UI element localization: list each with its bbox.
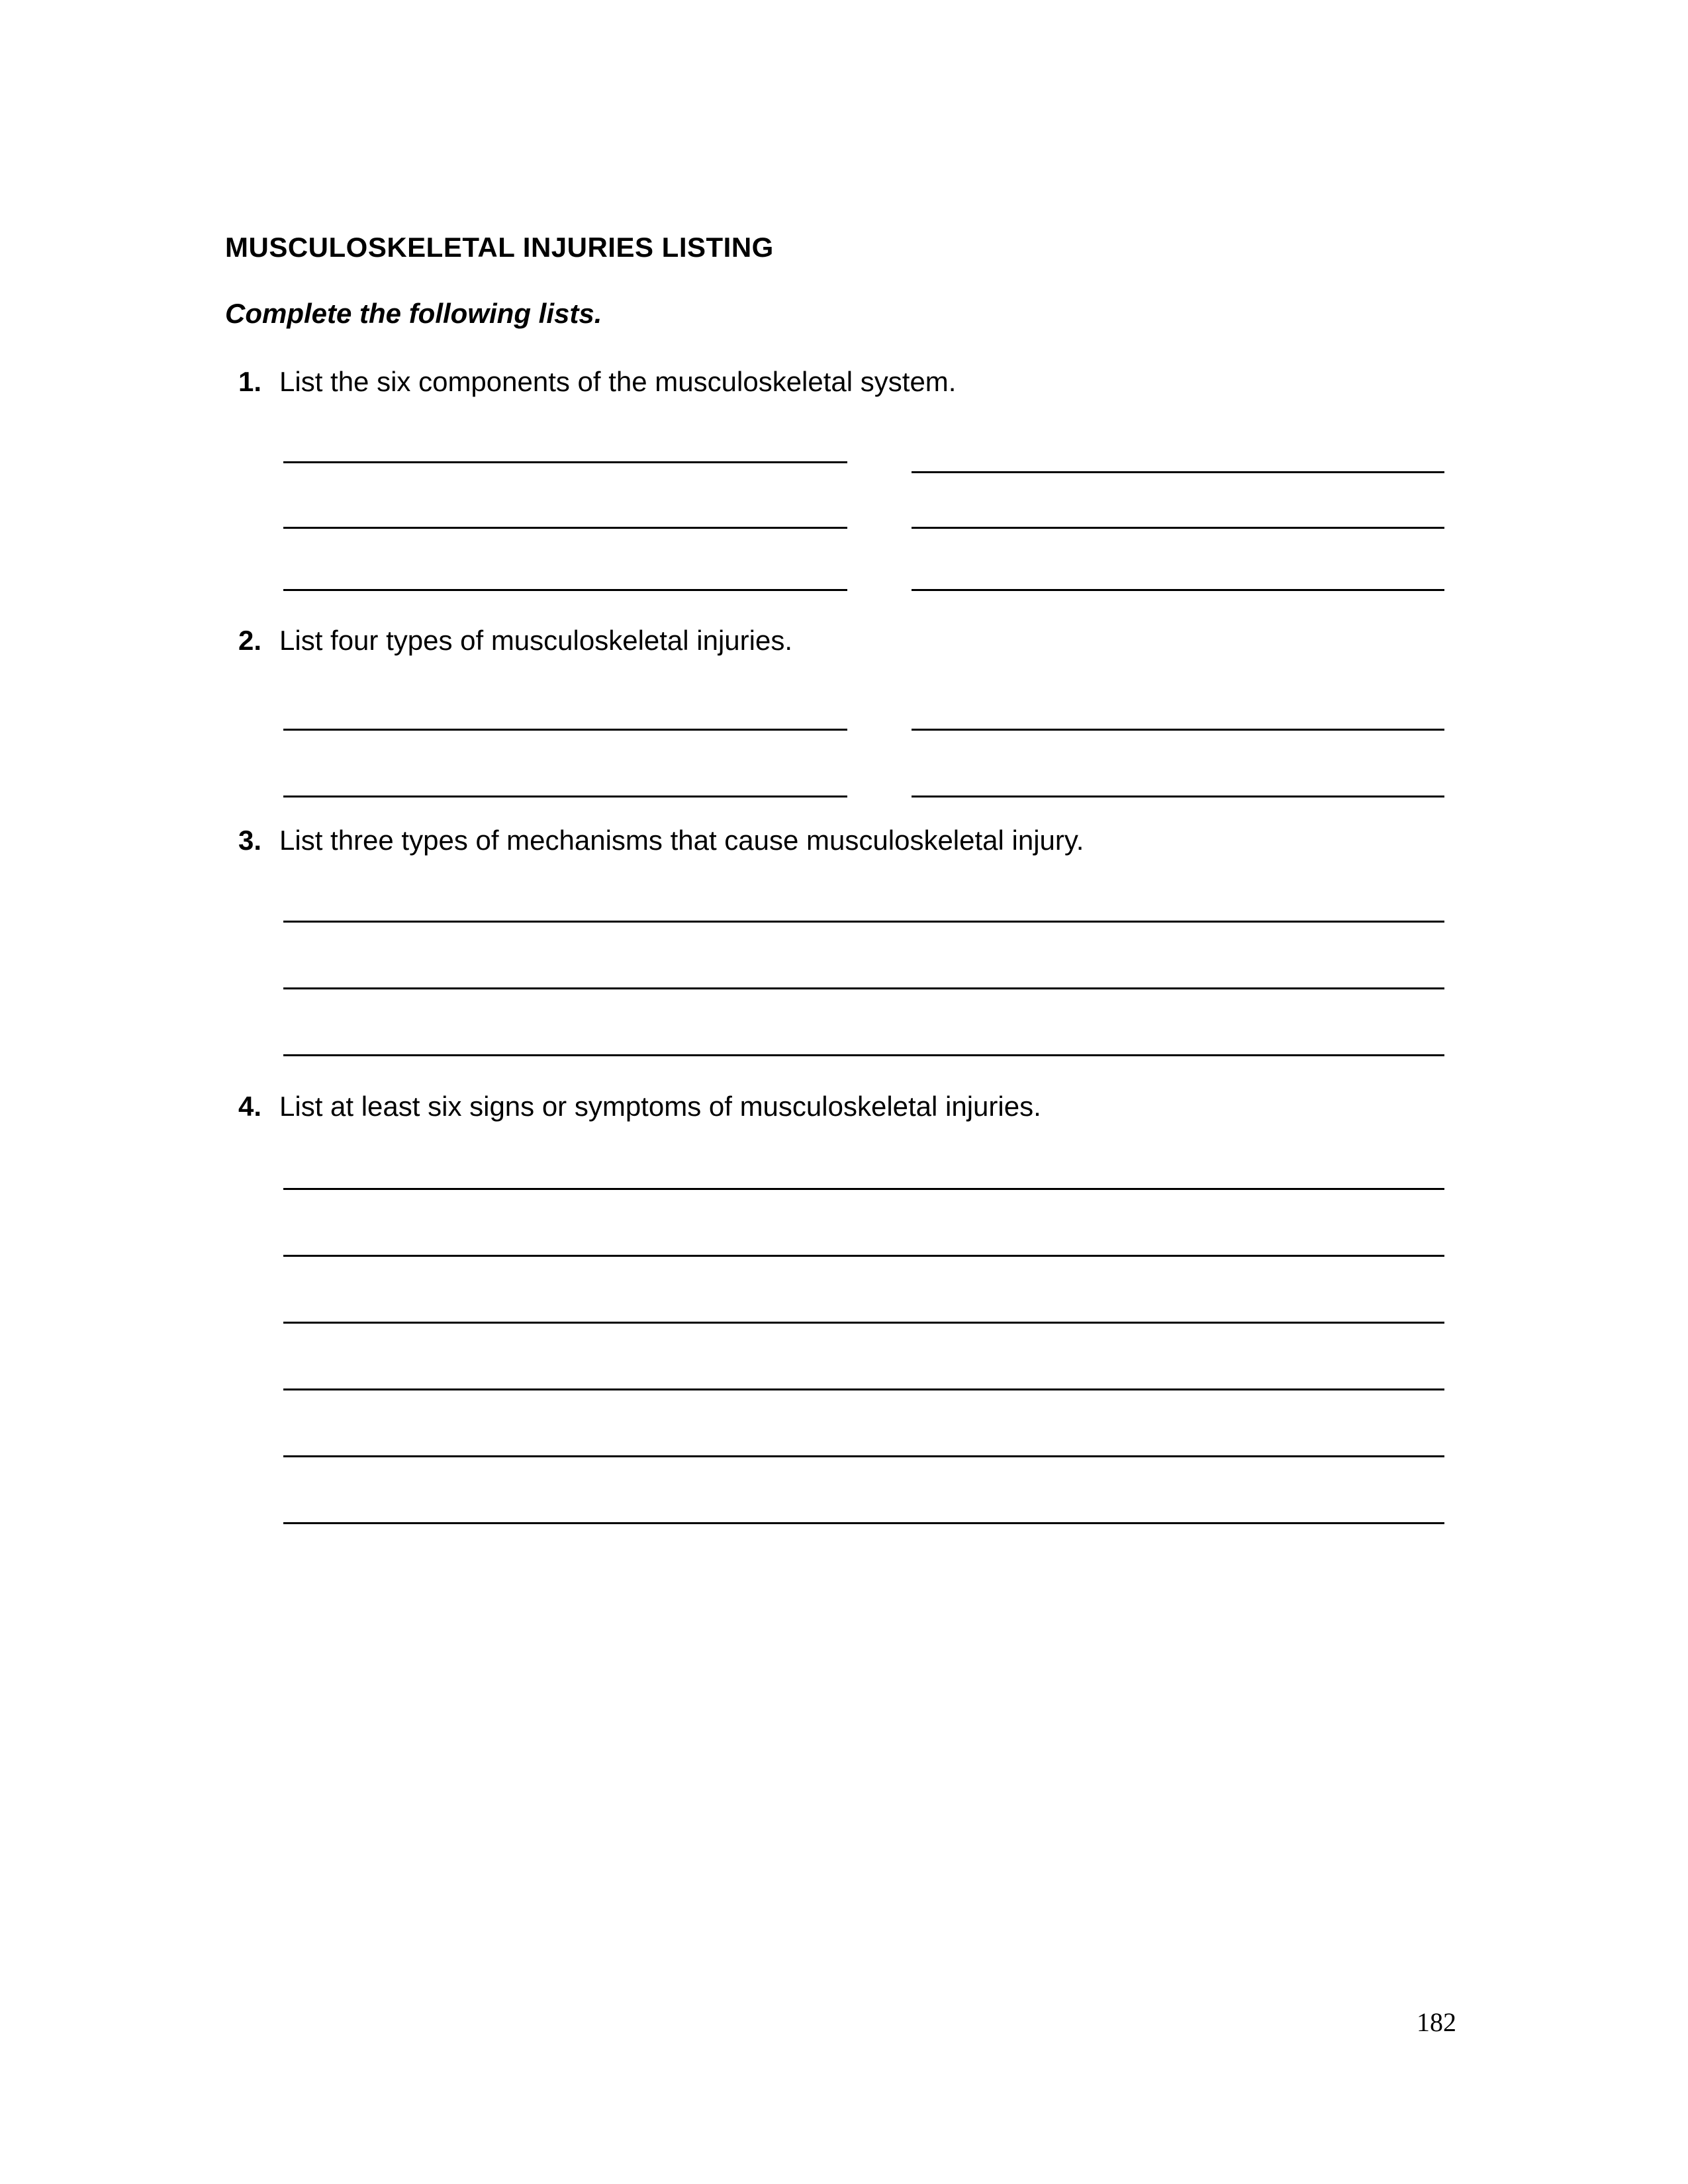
question-number: 3. xyxy=(238,825,262,856)
answer-line-q3-3[interactable] xyxy=(283,1054,1444,1056)
question-text: List at least six signs or symptoms of musculoskeletal injuries. xyxy=(279,1091,1041,1122)
answer-line-q2-1[interactable] xyxy=(283,729,847,731)
question-number: 4. xyxy=(238,1091,262,1122)
page-title: MUSCULOSKELETAL INJURIES LISTING xyxy=(225,232,774,263)
question-text: List three types of mechanisms that cause musculoskeletal injury. xyxy=(279,825,1084,856)
question-number: 1. xyxy=(238,366,262,397)
answer-line-q4-4[interactable] xyxy=(283,1388,1444,1390)
answer-line-q1-3[interactable] xyxy=(283,527,847,529)
question-text: List four types of musculoskeletal injuries. xyxy=(279,625,793,656)
question-text: List the six components of the musculoskeletal system. xyxy=(279,366,957,397)
answer-line-q4-6[interactable] xyxy=(283,1522,1444,1524)
answer-line-q1-2[interactable] xyxy=(912,471,1444,473)
answer-line-q4-5[interactable] xyxy=(283,1455,1444,1457)
question-number: 2. xyxy=(238,625,262,656)
answer-line-q4-1[interactable] xyxy=(283,1188,1444,1190)
answer-line-q1-1[interactable] xyxy=(283,461,847,463)
question-1 xyxy=(238,366,956,398)
page-number: 182 xyxy=(1417,2007,1456,2037)
answer-line-q2-4[interactable] xyxy=(912,796,1444,797)
answer-line-q2-3[interactable] xyxy=(283,796,847,797)
question-4 xyxy=(238,1091,1041,1122)
answer-line-q3-2[interactable] xyxy=(283,987,1444,989)
question-3 xyxy=(238,825,1084,856)
answer-line-q4-2[interactable] xyxy=(283,1255,1444,1257)
instructions: Complete the following lists. xyxy=(225,298,602,329)
answer-line-q1-4[interactable] xyxy=(912,527,1444,529)
answer-line-q1-6[interactable] xyxy=(912,589,1444,591)
answer-line-q3-1[interactable] xyxy=(283,921,1444,923)
answer-line-q4-3[interactable] xyxy=(283,1322,1444,1324)
answer-line-q2-2[interactable] xyxy=(912,729,1444,731)
question-2 xyxy=(238,625,792,657)
answer-line-q1-5[interactable] xyxy=(283,589,847,591)
